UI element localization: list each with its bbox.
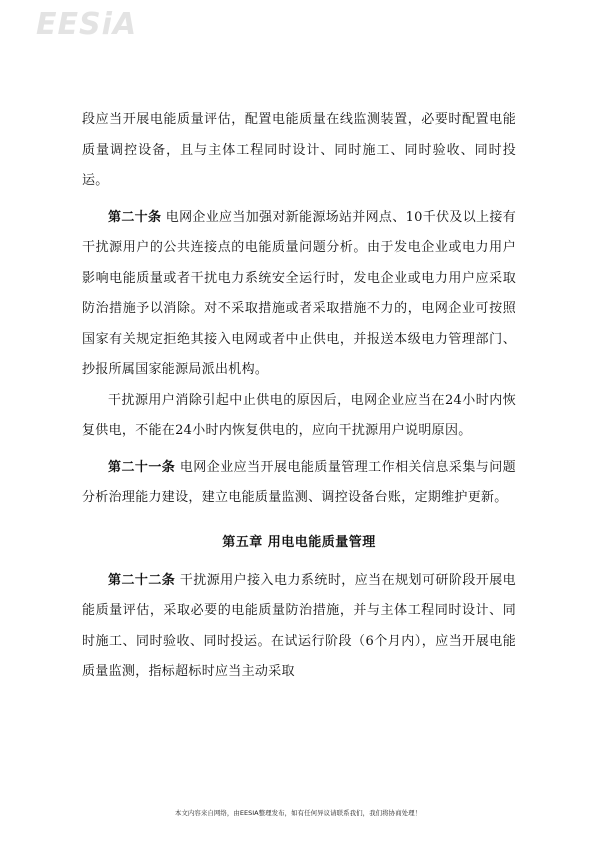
article-20-subparagraph: 干扰源用户消除引起中止供电的原因后，电网企业应当在24小时内恢复供电，不能在24小时内恢复供电的，应向干扰源用户说明原因。 [82,392,516,438]
chapter-heading: 第五章 用电电能质量管理 [222,534,376,550]
document-body [82,105,516,688]
paragraph-continuation: 段应当开展电能质量评估，配置电能质量在线监测装置，必要时配置电能质量调控设备，且与主体工程同时设计、同时施工、同时验收、同时投运。 [82,112,516,188]
article-20-label: 第二十条 [108,209,162,225]
eesia-logo: EESiA [36,7,138,42]
article-20-paragraph [82,203,516,386]
footer-disclaimer: 本文内容来自网络，由EESIA整理发布，如有任何异议请联系我们，我们将协商处理！ [174,809,422,817]
article-21-text: 电网企业应当开展电能质量管理工作相关信息采集与问题分析治理能力建设，建立电能质量监测、调控设备台账，定期维护更新。 [82,459,516,505]
article-22-label: 第二十二条 [108,572,176,588]
article-21-label: 第二十一条 [108,459,176,475]
article-22-paragraph [82,566,516,688]
article-20-text: 电网企业应当加强对新能源场站并网点、10千伏及以上接有干扰源用户的公共连接点的电能质量问题分析。由于发电企业或电力用户影响电能质量或者干扰电力系统安全运行时，发电企业或电力用户应采取防治措施予以消除。对不采取措施或者采取措施不力的，电网企业可按照国家有关规定拒绝其接入电网或者中止供电，并报送本级电力管理部门、抄报所属国家能源局派出机构。 [82,209,516,377]
article-22-text: 干扰源用户接入电力系统时，应当在规划可研阶段开展电能质量评估，采取必要的电能质量防治措施，并与主体工程同时设计、同时施工、同时验收、同时投运。在试运行阶段（6个月内），应当开展电能质量监测，指标超标时应当主动采取 [82,572,516,679]
article-21-paragraph [82,453,516,514]
